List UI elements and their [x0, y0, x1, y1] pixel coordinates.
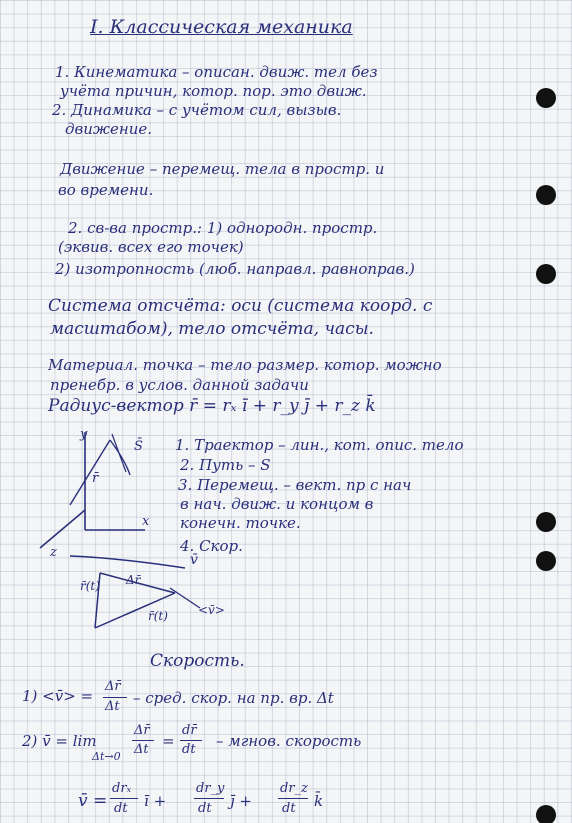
text-line: 1. Кинематика – описан. движ. тел без [55, 63, 378, 81]
formula-3-b: j̄ + [230, 792, 252, 810]
formula-2-den: Δt [134, 742, 149, 757]
text-line: во времени. [58, 181, 154, 199]
text-line: движение. [65, 120, 153, 138]
text-line: пренебр. в услов. данной задачи [50, 376, 309, 394]
fraction-bar [110, 798, 138, 799]
text-line: (эквив. всех его точек) [58, 238, 244, 256]
text-line: 2. Динамика – с учётом сил, вызыв. [52, 101, 342, 119]
text-line: Радиус-вектор r̄ = rₓ ī + r_y j̄ + r_z k̄ [48, 396, 376, 416]
text-line: 2. св-ва простр.: 1) однородн. простр. [68, 219, 378, 237]
binder-hole [536, 264, 556, 284]
formula-1-num: Δr̄ [105, 679, 121, 694]
list-item: в нач. движ. и концом в [180, 495, 374, 513]
formula-1-lhs: 1) <v̄> = [22, 687, 94, 705]
list-item: 1. Траектор – лин., кот. опис. тело [175, 436, 464, 454]
formula-3-den: dt [114, 801, 128, 816]
binder-hole [536, 512, 556, 532]
speed-heading: Скорость. [150, 651, 245, 671]
text-line: Материал. точка – тело размер. котор. можно [48, 356, 442, 374]
formula-2-lhs: 2) v̄ = lim [22, 732, 97, 750]
formula-1-text: – сред. скор. на пр. вр. Δt [133, 689, 334, 707]
avg-velocity-line [170, 588, 200, 608]
binder-hole [536, 88, 556, 108]
fraction-bar [278, 798, 308, 799]
z-axis [40, 510, 85, 548]
text-line: масштабом), тело отсчёта, часы. [50, 319, 374, 339]
list-item: 3. Перемещ. – вект. пр с нач [178, 476, 412, 494]
radius-vector-label: r̄ [92, 471, 99, 486]
velocity-arrow [70, 556, 185, 568]
text-line: Движение – перемещ. тела в простр. и [60, 160, 385, 178]
text-line: учёта причин, котор. пор. это движ. [60, 82, 367, 100]
page-title: I. Классическая механика [90, 16, 353, 38]
formula-2-text: – мгнов. скорость [216, 732, 362, 750]
formula-2-den2: dt [182, 742, 196, 757]
formula-3-lhs: v̄ = [78, 791, 108, 811]
r1-label: r̄(t) [148, 609, 168, 623]
formula-3-c: k̄ [314, 792, 324, 810]
coordinate-diagram [30, 420, 170, 560]
x-axis-label: x [142, 514, 150, 529]
velocity-diagram [60, 548, 260, 643]
path-vector [112, 434, 126, 472]
avg-velocity-label: <v̄> [198, 603, 225, 617]
binder-hole [536, 551, 556, 571]
trajectory-curve [110, 440, 130, 475]
formula-3-a: ī + [144, 792, 167, 810]
formula-2-num2: dr̄ [182, 723, 197, 738]
formula-2-eq: = [162, 732, 175, 750]
list-item: 2. Путь – S [180, 456, 271, 474]
text-line: 2) изотропность (люб. направл. равноправ.) [55, 260, 415, 278]
formula-1-den: Δt [105, 699, 120, 714]
r0-label: r̄(t) [80, 579, 100, 593]
binder-hole [536, 805, 556, 823]
y-axis-label: y [80, 427, 88, 442]
z-axis-label: z [50, 545, 57, 560]
text-line: Система отсчёта: оси (система коорд. с [48, 296, 433, 316]
formula-2-sub: Δt→0 [92, 750, 121, 763]
formula-3-den: dt [198, 801, 212, 816]
list-item: конечн. точке. [180, 514, 301, 532]
path-label: S̄ [134, 439, 143, 454]
fraction-bar [194, 798, 224, 799]
formula-3-c-num: dr_z [280, 781, 308, 796]
dr-label: Δr̄ [126, 573, 141, 587]
binder-hole [536, 185, 556, 205]
formula-3-a-num: drₓ [112, 781, 132, 796]
formula-3-den: dt [282, 801, 296, 816]
formula-2-num: Δr̄ [134, 723, 150, 738]
formula-3-b-num: dr_y [196, 781, 225, 796]
list-item: 4. Скор. [180, 537, 243, 555]
velocity-label: v̄ [190, 552, 198, 568]
radius-vector [70, 440, 110, 505]
